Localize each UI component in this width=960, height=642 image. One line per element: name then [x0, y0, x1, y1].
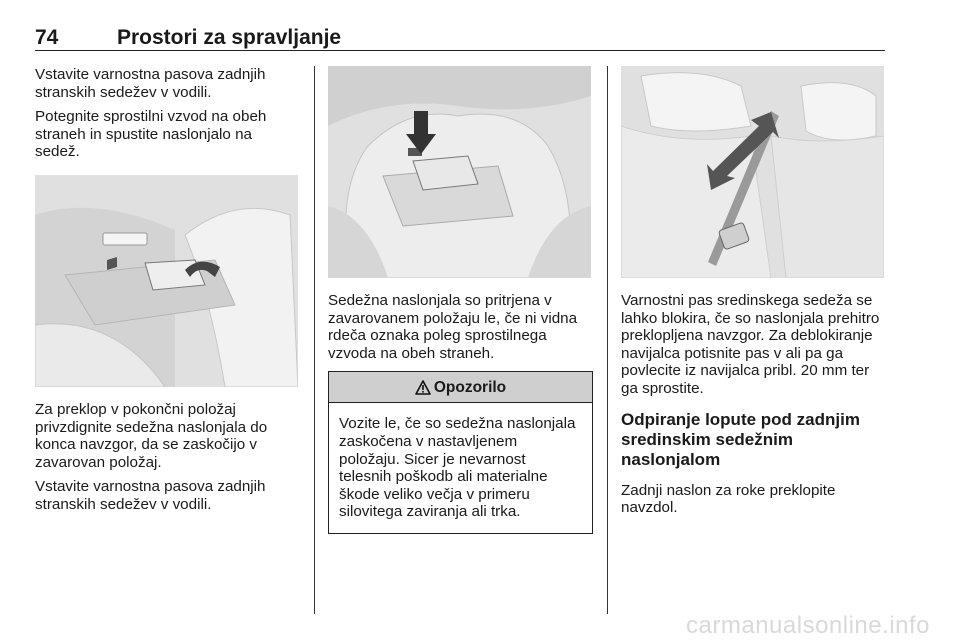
warning-title: Opozorilo — [433, 378, 507, 396]
column-divider — [314, 66, 315, 614]
paragraph: Zadnji naslon za roke preklopite navzdol. — [621, 481, 836, 517]
warning-header — [329, 372, 592, 403]
watermark: carmanualsonline.info — [686, 612, 930, 639]
paragraph: Sedežna naslonjala so pritrjena v zavarovanem položaju le, če ni vidna rdeča oznaka poleg sprostilnega vzvoda na obeh straneh. — [328, 292, 578, 362]
column-divider — [607, 66, 608, 614]
page-title: Prostori za spravljanje — [117, 26, 342, 49]
page-number: 74 — [35, 26, 59, 49]
paragraph: Vstavite varnostna pasova zadnjih stranskih sedežev v vodili. — [35, 478, 266, 513]
section-heading: Odpiranje lopute pod zadnjim sredinskim sedežnim naslonjalom — [621, 409, 860, 469]
paragraph: Za preklop v pokončni položaj privzdignite sedežna naslonjala do konca navzgor, da se zaskočijo v zavarovan položaj. — [35, 400, 268, 471]
warning-box — [328, 371, 593, 534]
paragraph: Potegnite sprostilni vzvod na obeh straneh in spustite naslonjalo na sedež. — [35, 108, 267, 161]
column-right — [621, 66, 889, 517]
paragraph: Vstavite varnostna pasova zadnjih stranskih sedežev v vodili. — [35, 66, 266, 101]
warning-triangle-icon — [415, 380, 431, 395]
warning-text: Vozite le, če so sedežna naslonjala zaskočena v nastavljenem položaju. Sicer je nevarnost telesnih poškodb ali materialne škode veliko večja v primeru silovitega zaviranja ali trka. — [339, 415, 576, 521]
center-seatbelt-illustration — [621, 66, 884, 278]
column-middle — [328, 66, 593, 534]
seat-release-lever-illustration — [35, 175, 298, 387]
page-header — [35, 20, 885, 51]
paragraph: Varnostni pas sredinskega sedeža se lahko blokira, če so naslonjala prehitro preklopljena navzgor. Za deblokiranje navijalca potisnite pas v ali pa ga povlecite iz navijalca pribl. 20 mm ter ga sprostite. — [621, 292, 880, 397]
column-left — [35, 66, 300, 514]
backrest-lock-illustration — [328, 66, 591, 278]
